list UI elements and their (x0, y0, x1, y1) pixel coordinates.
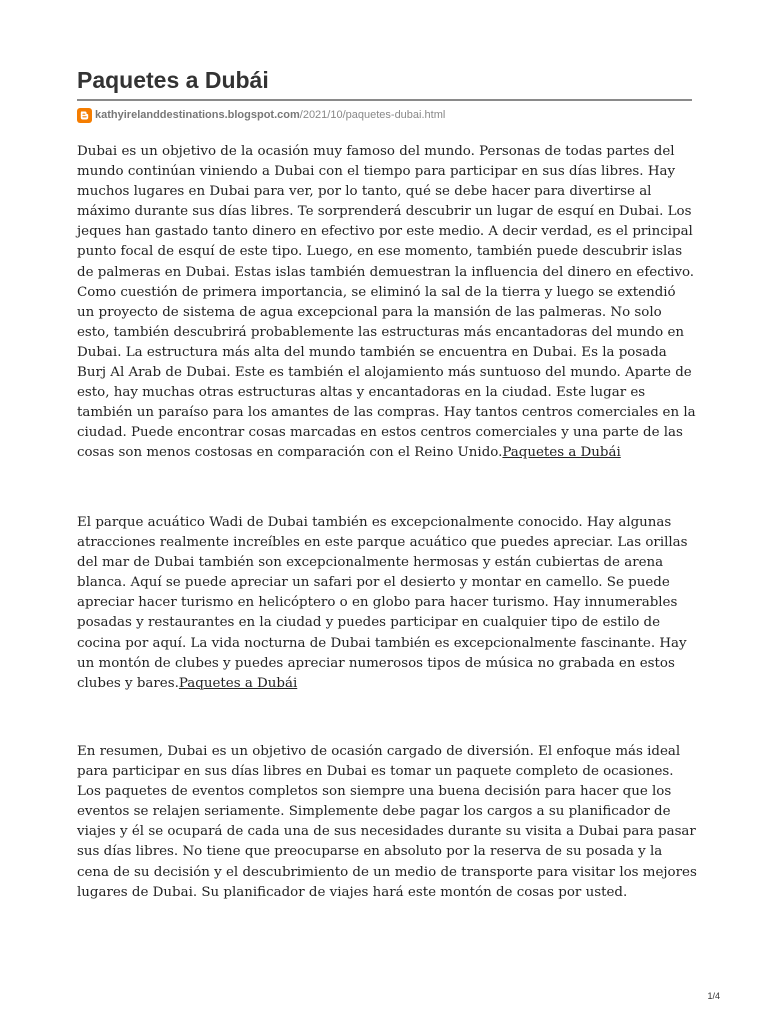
paquetes-dubai-link-2[interactable]: Paquetes a Dubái (178, 675, 298, 691)
paragraph-2-text: El parque acuático Wadi de Dubai también es excepcionalmente conocido. Hay algunas atracciones realmente increíbles en este parque acuático que puedes apreciar. Las orillas del mar de Dubai también son excepcionalmente hermosas y están cubiertas de arena blanca. Aquí se puede apreciar un safari por el desierto y montar en camello. Se puede apreciar hacer turismo en helicóptero o en globo para hacer turismo. Hay innumerables posadas y restaurantes en la ciudad y puedes participar en cualquier tipo de estilo de cocina por aquí. La vida nocturna de Dubai también es excepcionalmente fascinante. Hay un montón de clubes y puedes apreciar numerosos tipos de música no grabada en estos clubes y bares. (77, 515, 688, 691)
paquetes-dubai-link-1[interactable]: Paquetes a Dubái (502, 445, 621, 461)
page-title: Paquetes a Dubái (77, 67, 269, 93)
source-domain[interactable]: kathyirelanddestinations.blogspot.com (95, 109, 300, 121)
paragraph-1-text: Dubai es un objetivo de la ocasión muy famoso del mundo. Personas de todas partes del mundo continúan viniendo a Dubai con el tiempo para participar en sus días libres. Hay muchos lugares en Dubai para ver, por lo tanto, qué se debe hacer para divertirse al máximo durante sus días libres. Te sorprenderá descubrir un lugar de esquí en Dubai. Los jeques han gastado tanto dinero en efectivo por este medio. A decir verdad, es el principal punto focal de esquí de este tipo. Luego, en ese momento, también puede descubrir islas de palmeras en Dubai. Estas islas también demuestran la influencia del dinero en efectivo. Como cuestión de primera importancia, se eliminó la sal de la tierra y luego se extendió un proyecto de sistema de agua excepcional para la mansión de las palmeras. No solo esto, también descubrirá probablemente las estructuras más encantadoras del mundo en Dubai. La estructura más alta del mundo también se encuentra en Dubai. Es la posada Burj Al Arab de Dubai. Este es también el alojamiento más suntuoso del mundo. Aparte de esto, hay muchas otras estructuras altas y encantadoras en la ciudad. Este lugar es también un paraíso para los amantes de las compras. Hay tantos centros comerciales en la ciudad. Puede encontrar cosas marcadas en estos centros comerciales y una parte de las cosas son menos costosas en comparación con el Reino Unido. (77, 144, 696, 461)
source-path[interactable]: /2021/10/paquetes-dubai.html (299, 109, 446, 121)
page-number: 1/4 (707, 991, 720, 1001)
paragraph-1 (77, 142, 697, 464)
title-divider (77, 99, 692, 101)
paragraph-2 (77, 513, 697, 694)
paragraph-3-text: En resumen, Dubai es un objetivo de ocasión cargado de diversión. El enfoque más ideal para participar en sus días libres en Dubai es tomar un paquete completo de ocasiones. Los paquetes de eventos completos son siempre una buena decisión para hacer que los eventos se relajen seriamente. Simplemente debe pagar los cargos a su planificador de viajes y él se ocupará de cada una de sus necesidades durante su visita a Dubai para pasar sus días libres. No tiene que preocuparse en absoluto por la reserva de su posada y la cena de su decisión y el descubrimiento de un medio de transporte para visitar los mejores lugares de Dubai. Su planificador de viajes hará este montón de cosas por usted. (77, 744, 697, 900)
paragraph-3 (77, 742, 697, 903)
blogger-icon (77, 108, 92, 123)
source-url[interactable] (77, 106, 445, 124)
